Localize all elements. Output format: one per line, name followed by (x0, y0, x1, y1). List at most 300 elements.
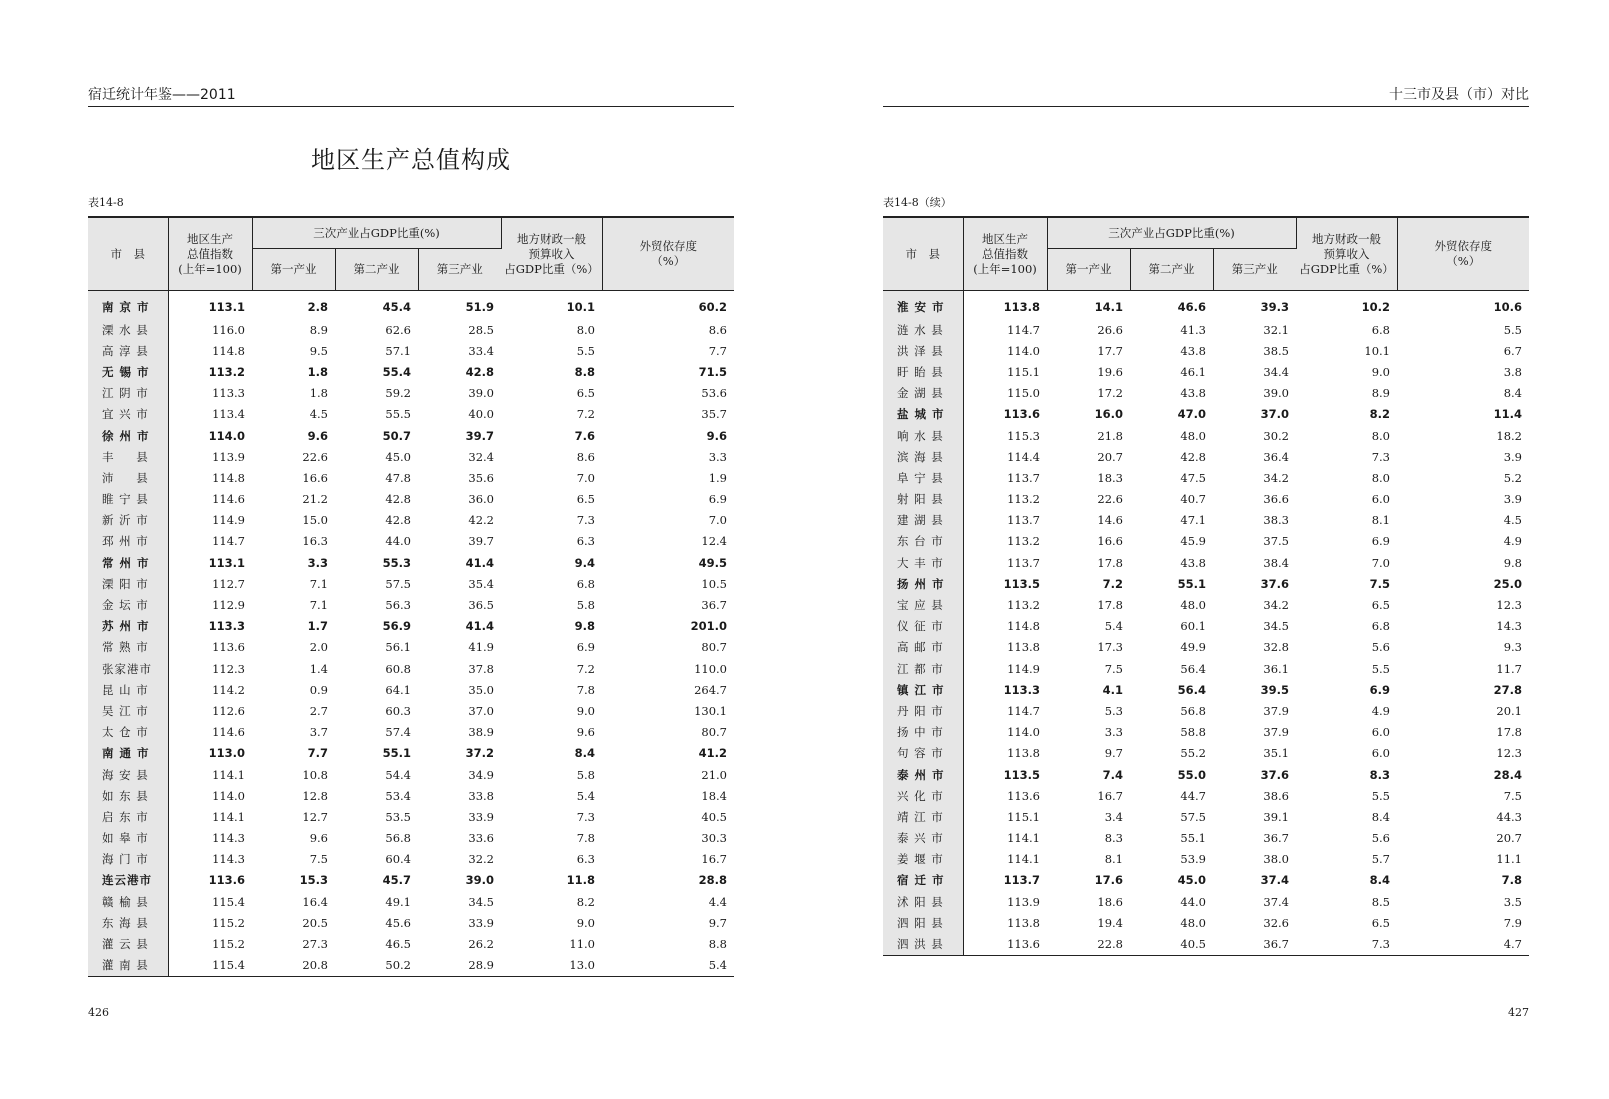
gdp-index-value: 114.8 (212, 343, 245, 358)
tertiary-share: 39.5 (1260, 682, 1289, 697)
col-county: 市 县 (883, 217, 963, 291)
fiscal-share: 8.2 (1369, 407, 1390, 422)
secondary-share: 45.0 (385, 449, 411, 464)
trade-dependence: 11.4 (1493, 407, 1522, 422)
trade-dependence: 8.4 (1503, 386, 1522, 401)
trade-dependence: 35.7 (701, 407, 727, 422)
fiscal-share: 5.7 (1371, 852, 1390, 867)
region-name: 滨 海 县 (883, 446, 963, 467)
gdp-index-value: 113.8 (1007, 746, 1040, 761)
county-row (88, 891, 734, 912)
tertiary-share: 39.7 (465, 428, 494, 443)
county-row (88, 679, 734, 700)
trade-dependence: 7.5 (1503, 788, 1522, 803)
tertiary-share: 35.4 (468, 576, 494, 591)
running-header-right: 十三市及县（市）对比 (883, 84, 1529, 107)
gdp-index-value: 113.4 (212, 407, 245, 422)
primary-share: 16.6 (302, 470, 328, 485)
fiscal-share: 8.1 (1371, 513, 1390, 528)
tertiary-share: 37.9 (1263, 725, 1289, 740)
left-page (88, 0, 734, 1099)
gdp-index-value: 114.3 (212, 831, 245, 846)
region-name: 灌 云 县 (88, 933, 168, 954)
gdp-index-value: 113.1 (208, 555, 245, 570)
tertiary-share: 33.6 (468, 831, 494, 846)
region-name: 连云港市 (88, 870, 168, 891)
gdp-index-value: 115.4 (212, 894, 245, 909)
page-number-right: 427 (1508, 1006, 1529, 1019)
tertiary-share: 32.2 (468, 852, 494, 867)
trade-dependence: 5.2 (1503, 470, 1522, 485)
gdp-index-value: 114.7 (1007, 703, 1040, 718)
table-body (88, 291, 734, 977)
county-row (883, 489, 1529, 510)
trade-dependence: 25.0 (1493, 576, 1522, 591)
fiscal-share: 7.0 (576, 470, 595, 485)
region-name: 南 京 市 (88, 291, 168, 320)
region-name: 姜 堰 市 (883, 849, 963, 870)
tertiary-share: 37.0 (468, 703, 494, 718)
county-row (883, 849, 1529, 870)
primary-share: 7.1 (309, 576, 328, 591)
region-name: 泰 州 市 (883, 764, 963, 785)
gdp-index-value: 113.7 (1007, 513, 1040, 528)
gdp-index-value: 113.7 (1007, 470, 1040, 485)
secondary-share: 42.8 (385, 492, 411, 507)
secondary-share: 45.0 (1177, 873, 1206, 888)
secondary-share: 47.0 (1177, 407, 1206, 422)
primary-share: 1.8 (307, 364, 328, 379)
trade-dependence: 5.5 (1503, 322, 1522, 337)
secondary-share: 48.0 (1180, 598, 1206, 613)
primary-share: 3.3 (307, 555, 328, 570)
county-row (883, 510, 1529, 531)
tertiary-share: 34.5 (468, 894, 494, 909)
secondary-share: 56.1 (385, 640, 411, 655)
trade-dependence: 6.7 (1503, 343, 1522, 358)
trade-dependence: 49.5 (698, 555, 727, 570)
tertiary-share: 39.0 (1263, 386, 1289, 401)
tertiary-share: 37.0 (1260, 407, 1289, 422)
gdp-index-value: 112.9 (212, 598, 245, 613)
trade-dependence: 10.6 (1493, 300, 1522, 314)
gdp-index-value: 113.8 (1007, 915, 1040, 930)
city-row (88, 291, 734, 320)
primary-share: 16.0 (1094, 407, 1123, 422)
county-row (883, 806, 1529, 827)
fiscal-share: 7.3 (1296, 933, 1397, 955)
trade-dependence: 9.3 (1503, 640, 1522, 655)
gdp-composition-table-left (88, 216, 734, 977)
primary-share: 1.8 (309, 386, 328, 401)
trade-dependence: 16.7 (701, 852, 727, 867)
tertiary-share: 36.7 (1263, 831, 1289, 846)
col-gdp-index: 地区生产 总值指数 (上年=100) (168, 217, 252, 291)
secondary-share: 47.5 (1180, 470, 1206, 485)
secondary-share: 55.2 (1180, 746, 1206, 761)
tertiary-share: 33.4 (468, 343, 494, 358)
gdp-index-value: 114.8 (212, 470, 245, 485)
county-row (883, 340, 1529, 361)
region-name: 涟 水 县 (883, 319, 963, 340)
region-name: 昆 山 市 (88, 679, 168, 700)
trade-dependence: 80.7 (701, 640, 727, 655)
region-name: 金 坛 市 (88, 594, 168, 615)
fiscal-share: 8.9 (1371, 386, 1390, 401)
fiscal-share: 13.0 (501, 955, 602, 977)
tertiary-share: 38.6 (1263, 788, 1289, 803)
trade-dependence: 110.0 (694, 661, 727, 676)
trade-dependence: 12.4 (701, 534, 727, 549)
region-name: 丰 县 (88, 446, 168, 467)
county-row (88, 510, 734, 531)
region-name: 常 州 市 (88, 552, 168, 573)
gdp-index-value: 114.8 (1007, 619, 1040, 634)
city-row (883, 870, 1529, 891)
gdp-index-value: 114.0 (1007, 343, 1040, 358)
region-name: 仪 征 市 (883, 616, 963, 637)
tertiary-share: 33.8 (468, 788, 494, 803)
county-row (88, 594, 734, 615)
primary-share: 5.4 (1104, 619, 1123, 634)
region-name: 吴 江 市 (88, 700, 168, 721)
city-row (883, 404, 1529, 425)
region-name: 靖 江 市 (883, 806, 963, 827)
fiscal-share: 11.8 (566, 873, 595, 888)
secondary-share: 43.8 (1180, 555, 1206, 570)
fiscal-share: 8.3 (1369, 767, 1390, 782)
fiscal-share: 7.3 (576, 809, 595, 824)
primary-share: 0.9 (309, 682, 328, 697)
tertiary-share: 42.2 (468, 513, 494, 528)
secondary-share: 58.8 (1180, 725, 1206, 740)
tertiary-share: 40.0 (468, 407, 494, 422)
primary-share: 16.7 (1097, 788, 1123, 803)
primary-share: 26.6 (1097, 322, 1123, 337)
primary-share: 22.6 (1097, 492, 1123, 507)
trade-dependence: 4.9 (1503, 534, 1522, 549)
county-row (883, 700, 1529, 721)
primary-share: 9.6 (309, 831, 328, 846)
region-name: 邳 州 市 (88, 531, 168, 552)
primary-share: 1.7 (307, 619, 328, 634)
tertiary-share: 38.4 (1263, 555, 1289, 570)
gdp-index-value: 114.3 (212, 852, 245, 867)
trade-dependence: 7.0 (708, 513, 727, 528)
county-row (883, 891, 1529, 912)
primary-share: 17.6 (1094, 873, 1123, 888)
county-row (883, 616, 1529, 637)
secondary-share: 53.5 (385, 809, 411, 824)
tertiary-share: 36.5 (468, 598, 494, 613)
gdp-index-value: 116.0 (212, 322, 245, 337)
gdp-index-value: 113.9 (1007, 894, 1040, 909)
primary-share: 4.1 (1102, 682, 1123, 697)
tertiary-share: 36.0 (468, 492, 494, 507)
primary-share: 7.4 (1102, 767, 1123, 782)
tertiary-share: 34.4 (1263, 364, 1289, 379)
secondary-share: 56.3 (385, 598, 411, 613)
fiscal-share: 9.0 (1371, 364, 1390, 379)
primary-share: 2.8 (307, 300, 328, 314)
trade-dependence: 17.8 (1496, 725, 1522, 740)
tertiary-share: 39.3 (1260, 300, 1289, 314)
gdp-index-value: 113.8 (1003, 300, 1040, 314)
primary-share: 7.5 (309, 852, 328, 867)
primary-share: 1.4 (309, 661, 328, 676)
trade-dependence: 3.8 (1503, 364, 1522, 379)
fiscal-share: 7.2 (576, 407, 595, 422)
region-name: 泰 兴 市 (883, 828, 963, 849)
county-row (883, 446, 1529, 467)
trade-dependence: 130.1 (694, 703, 727, 718)
table-body (883, 291, 1529, 956)
county-row (88, 933, 734, 954)
region-name: 宜 兴 市 (88, 404, 168, 425)
trade-dependence: 28.4 (1493, 767, 1522, 782)
primary-share: 22.6 (302, 449, 328, 464)
secondary-share: 60.8 (385, 661, 411, 676)
secondary-share: 53.9 (1180, 852, 1206, 867)
gdp-index-value: 113.2 (1007, 534, 1040, 549)
tertiary-share: 33.9 (468, 809, 494, 824)
tertiary-share: 32.1 (1263, 322, 1289, 337)
secondary-share: 48.0 (1180, 428, 1206, 443)
gdp-index-value: 113.2 (208, 364, 245, 379)
gdp-index-value: 115.2 (212, 915, 245, 930)
gdp-index-value: 113.2 (1007, 492, 1040, 507)
col-secondary: 第二产业 (335, 249, 418, 291)
secondary-share: 60.1 (1180, 619, 1206, 634)
trade-dependence: 4.4 (708, 894, 727, 909)
county-row (883, 425, 1529, 446)
secondary-share: 48.0 (1180, 915, 1206, 930)
table-header (88, 217, 734, 291)
fiscal-share: 8.8 (574, 364, 595, 379)
tertiary-share: 37.4 (1263, 894, 1289, 909)
fiscal-share: 4.9 (1371, 703, 1390, 718)
county-row (88, 319, 734, 340)
fiscal-share: 9.0 (576, 915, 595, 930)
gdp-index-value: 113.0 (208, 746, 245, 761)
col-industry-share: 三次产业占GDP比重(%) (252, 217, 501, 249)
trade-dependence: 41.2 (698, 746, 727, 761)
fiscal-share: 7.5 (1369, 576, 1390, 591)
region-name: 无 锡 市 (88, 361, 168, 382)
fiscal-share: 5.6 (1371, 831, 1390, 846)
fiscal-share: 7.8 (576, 682, 595, 697)
tertiary-share: 41.4 (465, 555, 494, 570)
fiscal-share: 6.9 (1371, 534, 1390, 549)
primary-share: 8.1 (1104, 852, 1123, 867)
tertiary-share: 35.1 (1263, 746, 1289, 761)
secondary-share: 55.1 (1180, 831, 1206, 846)
trade-dependence: 4.5 (1503, 513, 1522, 528)
county-row (883, 531, 1529, 552)
col-secondary: 第二产业 (1130, 249, 1213, 291)
region-name: 金 湖 县 (883, 383, 963, 404)
tertiary-share: 35.0 (468, 682, 494, 697)
gdp-index-value: 113.9 (212, 449, 245, 464)
gdp-index-value: 114.0 (1007, 725, 1040, 740)
trade-dependence: 40.5 (701, 809, 727, 824)
secondary-share: 55.5 (385, 407, 411, 422)
gdp-index-value: 112.7 (212, 576, 245, 591)
city-row (88, 870, 734, 891)
primary-share: 16.4 (302, 894, 328, 909)
primary-share: 20.7 (1097, 449, 1123, 464)
col-primary: 第一产业 (252, 249, 335, 291)
fiscal-share: 6.5 (1371, 598, 1390, 613)
trade-dependence: 7.9 (1503, 915, 1522, 930)
tertiary-share: 39.0 (465, 873, 494, 888)
secondary-share: 44.0 (385, 534, 411, 549)
trade-dependence: 3.5 (1503, 894, 1522, 909)
region-name: 新 沂 市 (88, 510, 168, 531)
fiscal-share: 6.5 (1371, 915, 1390, 930)
fiscal-share: 10.1 (566, 300, 595, 314)
trade-dependence: 11.1 (1496, 852, 1522, 867)
secondary-share: 45.7 (382, 873, 411, 888)
trade-dependence: 14.3 (1496, 619, 1522, 634)
gdp-index-value: 113.6 (212, 640, 245, 655)
county-row (88, 489, 734, 510)
col-tertiary: 第三产业 (418, 249, 501, 291)
trade-dependence: 8.8 (708, 937, 727, 952)
col-industry-share: 三次产业占GDP比重(%) (1047, 217, 1296, 249)
region-name: 洪 泽 县 (883, 340, 963, 361)
primary-share: 17.2 (1097, 386, 1123, 401)
gdp-index-value: 115.1 (1007, 364, 1040, 379)
primary-share: 22.8 (1047, 933, 1130, 955)
gdp-index-value: 112.6 (212, 703, 245, 718)
region-name: 淮 安 市 (883, 291, 963, 320)
primary-share: 17.7 (1097, 343, 1123, 358)
gdp-index-value: 115.1 (1007, 809, 1040, 824)
region-name: 东 海 县 (88, 912, 168, 933)
tertiary-share: 36.1 (1263, 661, 1289, 676)
tertiary-share: 35.6 (468, 470, 494, 485)
fiscal-share: 10.2 (1361, 300, 1390, 314)
primary-share: 27.3 (302, 937, 328, 952)
trade-dependence: 60.2 (698, 300, 727, 314)
region-name: 溧 水 县 (88, 319, 168, 340)
gdp-index-value: 114.1 (1007, 831, 1040, 846)
primary-share: 4.5 (309, 407, 328, 422)
trade-dependence: 1.9 (708, 470, 727, 485)
city-row (88, 425, 734, 446)
gdp-index-value: 113.8 (1007, 640, 1040, 655)
tertiary-share: 32.4 (468, 449, 494, 464)
gdp-index-value: 113.6 (1003, 407, 1040, 422)
secondary-share: 57.5 (385, 576, 411, 591)
trade-dependence: 4.7 (1397, 933, 1529, 955)
region-name: 灌 南 县 (88, 955, 168, 977)
col-fiscal-share: 地方财政一般 预算收入 占GDP比重（%） (501, 217, 602, 291)
city-row (883, 291, 1529, 320)
trade-dependence: 20.1 (1496, 703, 1522, 718)
gdp-index-value: 113.5 (1003, 576, 1040, 591)
county-row (883, 361, 1529, 382)
trade-dependence: 18.2 (1496, 428, 1522, 443)
county-row (883, 933, 1529, 955)
county-row (88, 446, 734, 467)
trade-dependence: 71.5 (698, 364, 727, 379)
primary-share: 20.5 (302, 915, 328, 930)
fiscal-share: 5.5 (1371, 661, 1390, 676)
tertiary-share: 37.5 (1263, 534, 1289, 549)
region-name: 建 湖 县 (883, 510, 963, 531)
county-row (883, 594, 1529, 615)
city-row (88, 743, 734, 764)
fiscal-share: 6.9 (576, 640, 595, 655)
trade-dependence: 3.3 (708, 449, 727, 464)
county-row (883, 383, 1529, 404)
region-name: 响 水 县 (883, 425, 963, 446)
county-row (883, 637, 1529, 658)
tertiary-share: 37.8 (468, 661, 494, 676)
primary-share: 20.8 (252, 955, 335, 977)
tertiary-share: 51.9 (465, 300, 494, 314)
gdp-index-value: 113.5 (1003, 767, 1040, 782)
secondary-share: 55.1 (382, 746, 411, 761)
secondary-share: 56.8 (385, 831, 411, 846)
county-row (88, 383, 734, 404)
tertiary-share: 38.0 (1263, 852, 1289, 867)
tertiary-share: 36.4 (1263, 449, 1289, 464)
fiscal-share: 8.0 (576, 322, 595, 337)
region-name: 太 仓 市 (88, 722, 168, 743)
tertiary-share: 37.6 (1260, 767, 1289, 782)
trade-dependence: 5.4 (602, 955, 734, 977)
tertiary-share: 34.9 (468, 767, 494, 782)
county-row (88, 785, 734, 806)
county-row (88, 828, 734, 849)
primary-share: 14.1 (1094, 300, 1123, 314)
region-name: 句 容 市 (883, 743, 963, 764)
fiscal-share: 5.5 (1371, 788, 1390, 803)
primary-share: 7.1 (309, 598, 328, 613)
secondary-share: 56.9 (382, 619, 411, 634)
secondary-share: 49.1 (385, 894, 411, 909)
region-name: 徐 州 市 (88, 425, 168, 446)
secondary-share: 44.0 (1180, 894, 1206, 909)
region-name: 海 门 市 (88, 849, 168, 870)
fiscal-share: 6.0 (1371, 746, 1390, 761)
trade-dependence: 12.3 (1496, 746, 1522, 761)
region-name: 东 台 市 (883, 531, 963, 552)
fiscal-share: 7.0 (1371, 555, 1390, 570)
secondary-share: 55.4 (382, 364, 411, 379)
gdp-index-value: 114.0 (208, 428, 245, 443)
secondary-share: 50.2 (335, 955, 418, 977)
secondary-share: 55.3 (382, 555, 411, 570)
county-row (883, 658, 1529, 679)
secondary-share: 45.4 (382, 300, 411, 314)
region-name: 镇 江 市 (883, 679, 963, 700)
primary-share: 21.8 (1097, 428, 1123, 443)
trade-dependence: 30.3 (701, 831, 727, 846)
col-tertiary: 第三产业 (1213, 249, 1296, 291)
gdp-index-value: 114.6 (212, 725, 245, 740)
region-name: 阜 宁 县 (883, 467, 963, 488)
page-title: 地区生产总值构成 (311, 146, 511, 174)
secondary-share: 59.2 (385, 386, 411, 401)
region-name: 沭 阳 县 (883, 891, 963, 912)
tertiary-share: 38.5 (1263, 343, 1289, 358)
primary-share: 17.3 (1097, 640, 1123, 655)
county-row (883, 552, 1529, 573)
